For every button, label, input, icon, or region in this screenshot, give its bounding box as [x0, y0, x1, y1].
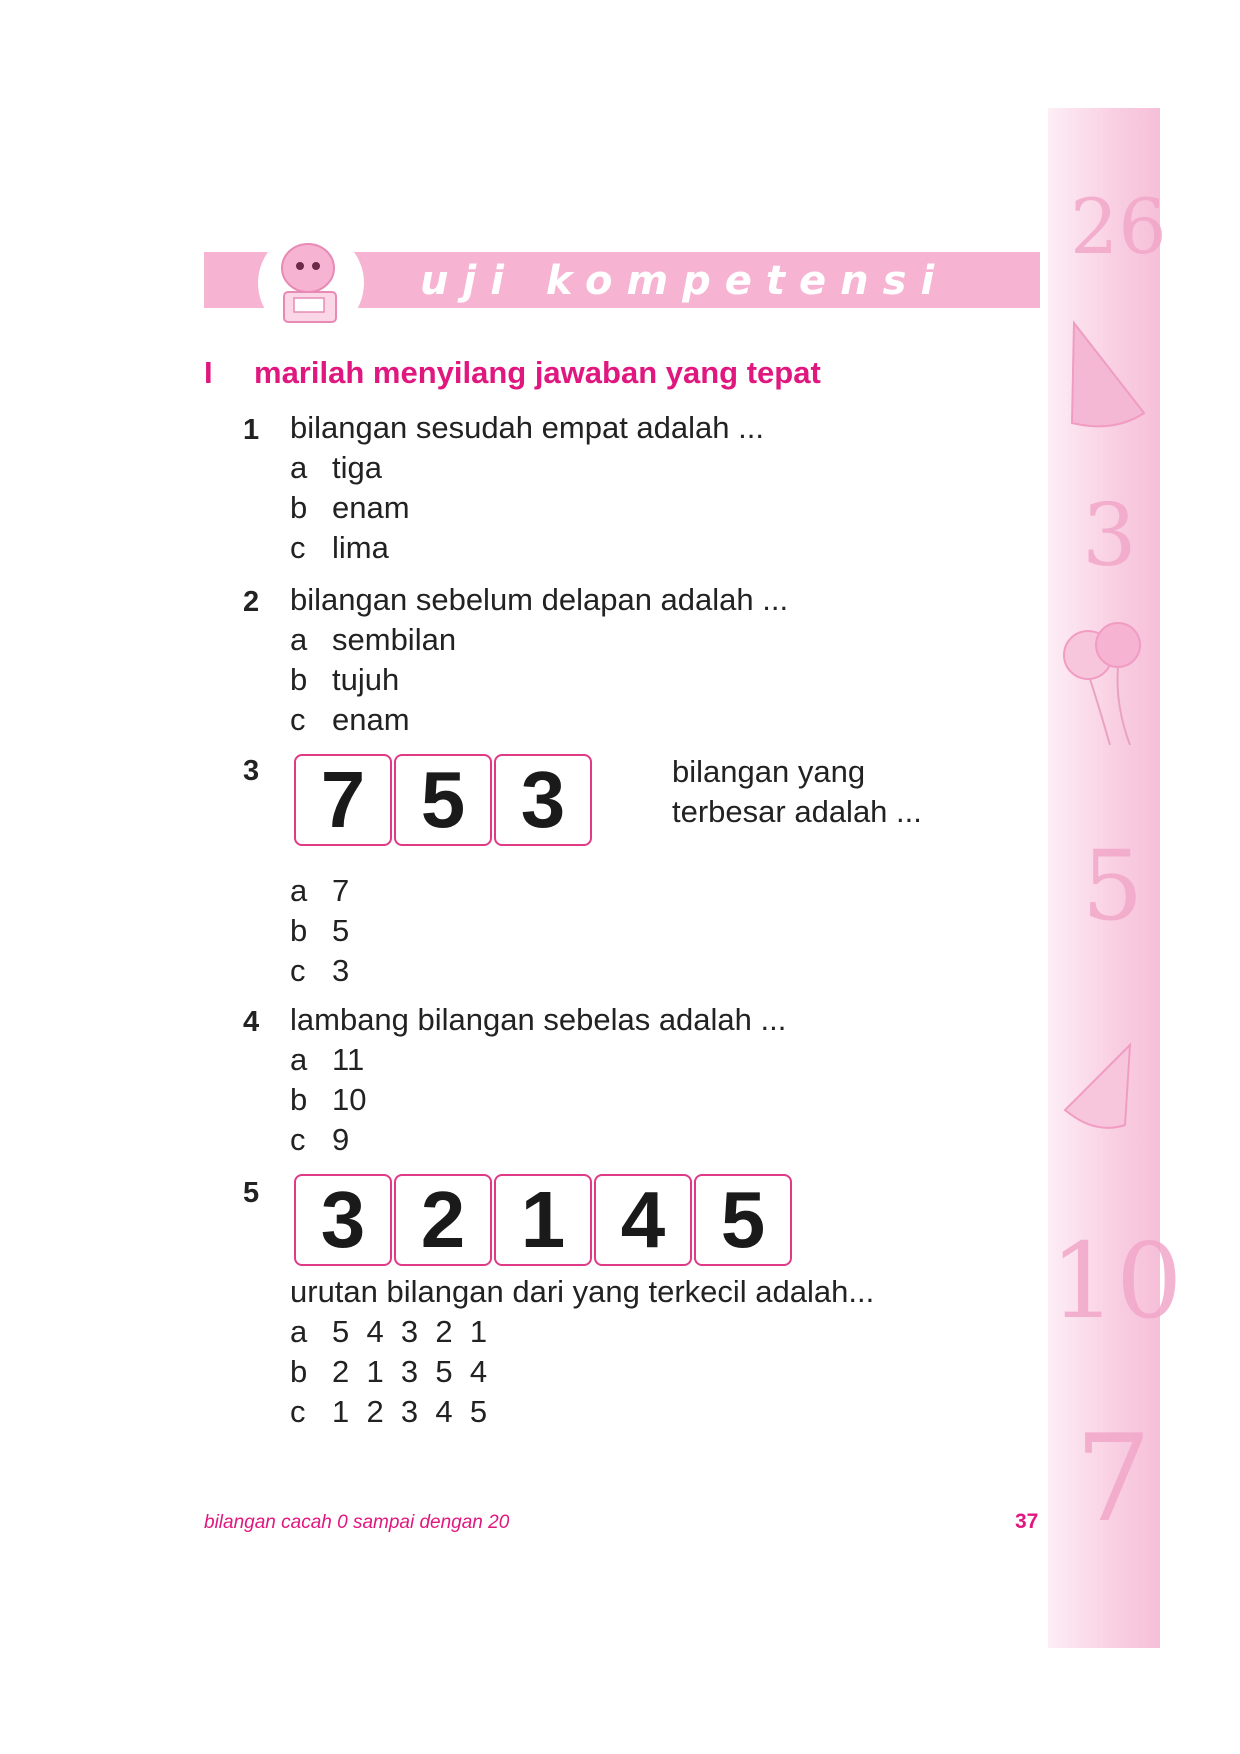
question-1-option-c[interactable]: c lima	[290, 530, 389, 565]
mascot-illustration	[258, 230, 364, 336]
banner-title: uji kompetensi	[420, 258, 949, 304]
question-text-1: bilangan sesudah empat adalah ...	[290, 410, 764, 445]
question-text-3-line1: bilangan yang	[672, 754, 866, 789]
question-text-4: lambang bilangan sebelas adalah ...	[290, 1002, 787, 1037]
number-card: 2	[394, 1174, 492, 1266]
mascot-icon	[258, 230, 364, 336]
question-3-option-b[interactable]: b 5	[290, 913, 350, 948]
question-number-5: 5	[243, 1177, 260, 1209]
party-hat-icon-small	[1055, 1040, 1145, 1140]
question-5-option-c[interactable]: c 1 2 3 4 5	[290, 1394, 488, 1429]
question-4-option-a[interactable]: a 11	[290, 1042, 365, 1077]
side-number-5: 5	[1082, 830, 1144, 942]
balloons-icon	[1060, 615, 1150, 755]
side-number-3: 3	[1082, 486, 1137, 586]
number-card: 1	[494, 1174, 592, 1266]
side-number-7: 7	[1075, 1410, 1152, 1549]
section-number: I	[204, 355, 213, 390]
section-title: marilah menyilang jawaban yang tepat	[254, 355, 821, 390]
side-number-10: 10	[1050, 1220, 1183, 1342]
question-number-3: 3	[243, 755, 260, 787]
question-3-option-c[interactable]: c 3	[290, 953, 350, 988]
question-number-4: 4	[243, 1006, 260, 1038]
number-card: 3	[294, 1174, 392, 1266]
question-text-5: urutan bilangan dari yang terkecil adalah...	[290, 1274, 875, 1309]
question-2-option-c[interactable]: c enam	[290, 702, 410, 737]
number-card: 4	[594, 1174, 692, 1266]
number-card: 3	[494, 754, 592, 846]
question-5-option-b[interactable]: b 2 1 3 5 4	[290, 1354, 488, 1389]
footer-subject: bilangan cacah 0 sampai dengan 20	[204, 1512, 510, 1533]
number-card: 5	[394, 754, 492, 846]
number-card: 7	[294, 754, 392, 846]
question-3-option-a[interactable]: a 7	[290, 873, 350, 908]
question-5-option-a[interactable]: a 5 4 3 2 1	[290, 1314, 488, 1349]
question-4-option-c[interactable]: c 9	[290, 1122, 350, 1157]
number-cards-q5	[294, 1174, 794, 1266]
question-number-2: 2	[243, 586, 260, 618]
question-text-3-line2: terbesar adalah ...	[672, 794, 922, 829]
question-number-1: 1	[243, 414, 260, 446]
question-1-option-a[interactable]: a tiga	[290, 450, 382, 485]
question-2-option-a[interactable]: a sembilan	[290, 622, 457, 657]
question-4-option-b[interactable]: b 10	[290, 1082, 367, 1117]
page-number: 37	[1015, 1510, 1039, 1533]
question-2-option-b[interactable]: b tujuh	[290, 662, 400, 697]
question-text-2: bilangan sebelum delapan adalah ...	[290, 582, 789, 617]
number-cards-q3	[294, 754, 594, 846]
question-1-option-b[interactable]: b enam	[290, 490, 410, 525]
party-hat-icon	[1064, 318, 1148, 438]
side-number-26: 26	[1070, 182, 1167, 271]
section-heading	[204, 355, 821, 391]
number-card: 5	[694, 1174, 792, 1266]
